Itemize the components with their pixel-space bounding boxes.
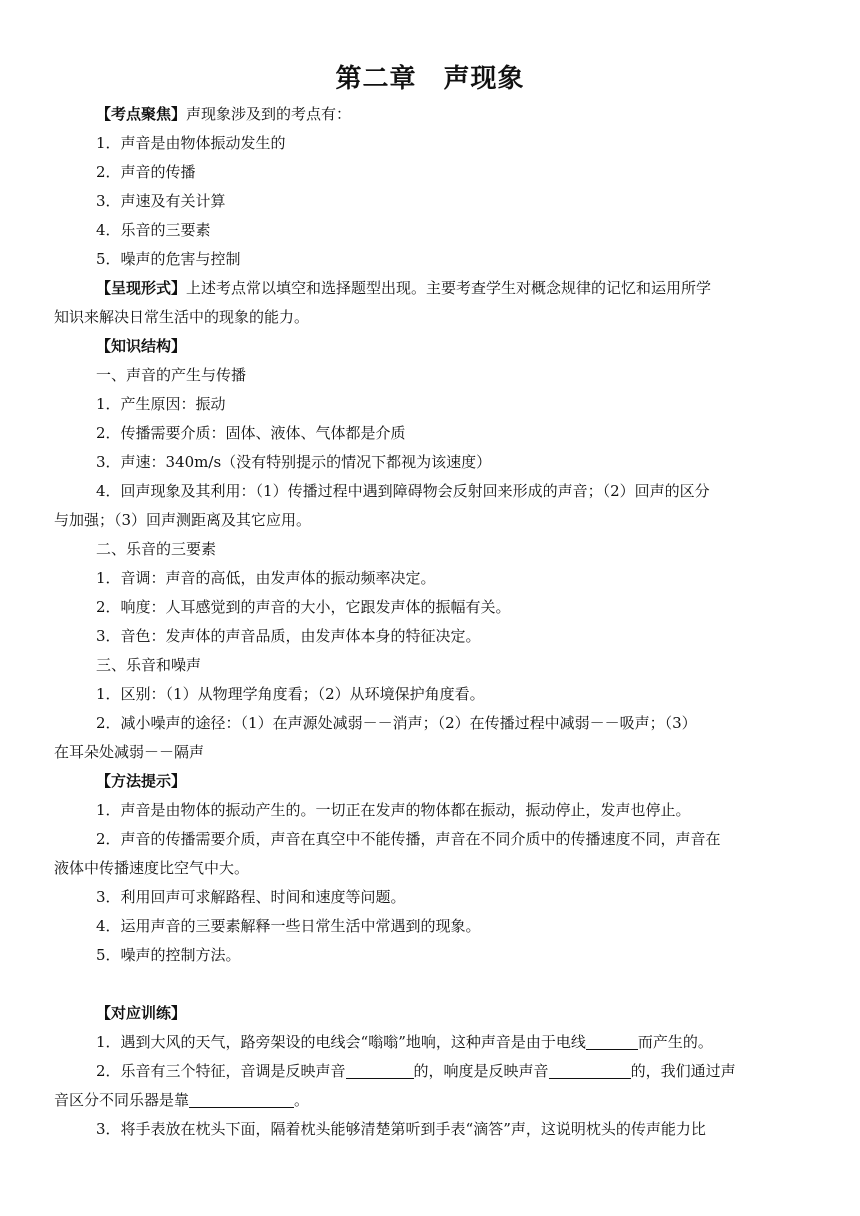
method-item: 4．运用声音的三要素解释一些日常生活中常遇到的现象。 [96,917,481,935]
question-3: 3．将手表放在枕头下面，隔着枕头能够清楚第听到手表“滴答”声，这说明枕头的传声能力比 [96,1120,706,1138]
training-label: 【对应训练】 [96,1004,187,1022]
q1-text-a: 1．遇到大风的天气，路旁架设的电线会“嗡嗡”地响，这种声音是由于电线 [96,1033,586,1051]
question-2-continued [54,1086,810,1115]
structure-item: 2．传播需要介质：固体、液体、气体都是介质 [96,424,406,442]
structure-item-continued: 在耳朵处减弱－－隔声 [54,743,205,761]
method-item: 3．利用回声可求解路程、时间和速度等问题。 [96,888,406,906]
focus-item: 2．声音的传播 [96,163,196,181]
q2-text-d: 音区分不同乐器是靠 [54,1091,190,1109]
structure-item: 2．响度：人耳感觉到的声音的大小，它跟发声体的振幅有关。 [96,598,511,616]
page-title: 第二章 声现象 [335,64,525,94]
form-text-2: 知识来解决日常生活中的现象的能力。 [54,308,310,326]
structure-item: 3．声速：340m/s（没有特别提示的情况下都视为该速度） [96,453,492,471]
answer-blank[interactable] [189,1089,294,1108]
answer-blank[interactable] [549,1060,631,1079]
form-text-1: 上述考点常以填空和选择题型出现。主要考查学生对概念规律的记忆和运用所学 [186,279,712,297]
question-2 [54,1057,810,1086]
structure-label: 【知识结构】 [96,337,187,355]
spacer [54,970,810,999]
method-item: 1．声音是由物体的振动产生的。一切正在发声的物体都在振动，振动停止，发声也停止。 [96,801,691,819]
focus-label: 【考点聚焦】 [96,105,187,123]
section-title: 三、乐音和噪声 [96,656,202,674]
q2-text-a: 2．乐音有三个特征，音调是反映声音 [96,1062,346,1080]
method-item: 2．声音的传播需要介质，声音在真空中不能传播，声音在不同介质中的传播速度不同，声音在 [96,830,721,848]
structure-item: 3．音色：发声体的声音品质，由发声体本身的特征决定。 [96,627,481,645]
structure-item-continued: 与加强；（3）回声测距离及其它应用。 [54,511,312,529]
focus-item: 3．声速及有关计算 [96,192,226,210]
focus-intro-line [54,100,810,129]
focus-item: 4．乐音的三要素 [96,221,211,239]
q2-text-c: 的，我们通过声 [630,1062,736,1080]
q1-text-b: 而产生的。 [637,1033,713,1051]
structure-item: 1．区别：（1）从物理学角度看；（2）从环境保护角度看。 [96,685,485,703]
methods-label: 【方法提示】 [96,772,187,790]
structure-item: 2．减小噪声的途径：（1）在声源处减弱－－消声；（2）在传播过程中减弱－－吸声；（3） [96,714,697,732]
section-title: 二、乐音的三要素 [96,540,217,558]
focus-item: 5．噪声的危害与控制 [96,250,241,268]
section-title: 一、声音的产生与传播 [96,366,247,384]
method-item-continued: 液体中传播速度比空气中大。 [54,859,250,877]
q2-text-e: 。 [294,1091,310,1109]
q2-text-b: 的，响度是反映声音 [413,1062,549,1080]
form-line-1 [54,274,810,303]
focus-intro: 声现象涉及到的考点有： [186,105,352,123]
question-1 [54,1028,810,1057]
answer-blank[interactable] [586,1031,638,1050]
document-body [54,100,810,1144]
structure-item: 1．产生原因：振动 [96,395,226,413]
form-label: 【呈现形式】 [96,279,187,297]
structure-item: 4．回声现象及其利用：（1）传播过程中遇到障碍物会反射回来形成的声音；（2）回声的区分 [96,482,710,500]
answer-blank[interactable] [346,1060,414,1079]
method-item: 5．噪声的控制方法。 [96,946,241,964]
structure-item: 1．音调：声音的高低，由发声体的振动频率决定。 [96,569,436,587]
focus-item: 1．声音是由物体振动发生的 [96,134,286,152]
